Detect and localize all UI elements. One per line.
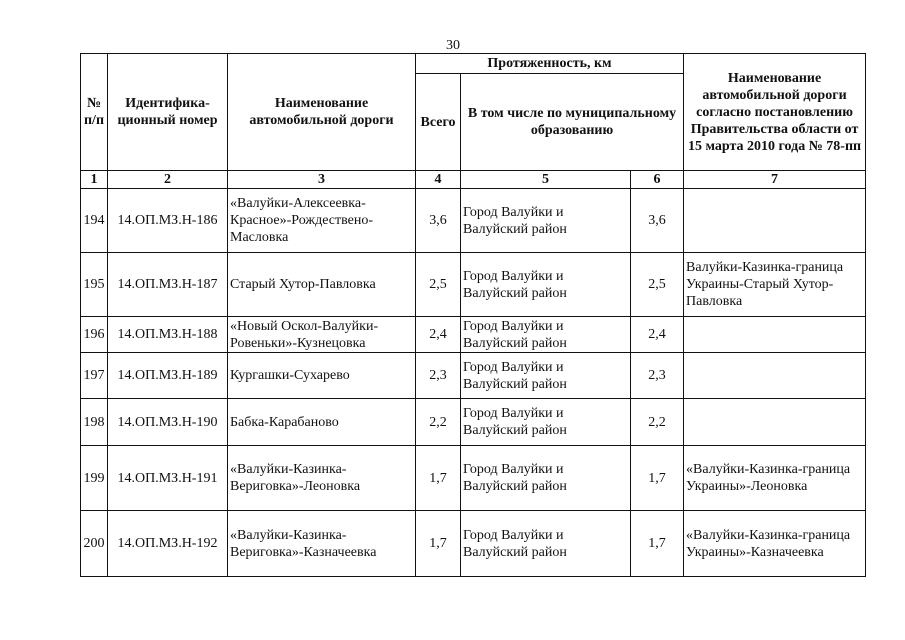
table-row [81,189,866,253]
road-name: Старый Хутор-Павловка [228,253,416,317]
decree-name: «Валуйки-Казинка-граница Украины»-Леоновка [684,446,866,511]
total-length: 1,7 [416,446,461,511]
column-number: 4 [416,171,461,189]
roads-table [80,53,866,577]
column-number: 2 [108,171,228,189]
road-name: «Валуйки-Казинка-Вериговка»-Леоновка [228,446,416,511]
municipal-length: 1,7 [631,446,684,511]
table-row [81,511,866,577]
header-num: № п/п [81,54,108,171]
row-number: 199 [81,446,108,511]
row-number: 198 [81,399,108,446]
column-number: 3 [228,171,416,189]
decree-name: «Валуйки-Казинка-граница Украины»-Казначеевка [684,511,866,577]
decree-name [684,189,866,253]
road-id: 14.ОП.МЗ.Н-191 [108,446,228,511]
row-number: 194 [81,189,108,253]
municipal-length: 2,3 [631,353,684,399]
column-numbers-row [81,171,866,189]
municipality: Город Валуйки и Валуйский район [461,511,631,577]
road-name: «Валуйки-Алексеевка-Красное»-Рождествено-Масловка [228,189,416,253]
column-number: 1 [81,171,108,189]
road-id: 14.ОП.МЗ.Н-187 [108,253,228,317]
municipality: Город Валуйки и Валуйский район [461,446,631,511]
table-row [81,253,866,317]
decree-name [684,399,866,446]
road-name: «Валуйки-Казинка-Вериговка»-Казначеевка [228,511,416,577]
total-length: 2,3 [416,353,461,399]
header-id: Идентифика-ционный номер [108,54,228,171]
road-id: 14.ОП.МЗ.Н-189 [108,353,228,399]
total-length: 2,5 [416,253,461,317]
header-municipal: В том числе по муниципальному образованию [461,74,684,171]
header-name: Наименование автомобильной дороги [228,54,416,171]
total-length: 1,7 [416,511,461,577]
municipal-length: 2,2 [631,399,684,446]
total-length: 2,2 [416,399,461,446]
column-number: 7 [684,171,866,189]
road-id: 14.ОП.МЗ.Н-186 [108,189,228,253]
row-number: 197 [81,353,108,399]
total-length: 3,6 [416,189,461,253]
municipality: Город Валуйки и Валуйский район [461,189,631,253]
column-number: 5 [461,171,631,189]
municipality: Город Валуйки и Валуйский район [461,353,631,399]
municipal-length: 3,6 [631,189,684,253]
row-number: 200 [81,511,108,577]
column-number: 6 [631,171,684,189]
municipality: Город Валуйки и Валуйский район [461,253,631,317]
municipality: Город Валуйки и Валуйский район [461,399,631,446]
municipal-length: 2,5 [631,253,684,317]
municipal-length: 2,4 [631,317,684,353]
header-decree: Наименование автомобильной дороги согласно постановлению Правительства области от 15 марта 2010 года № 78-пп [684,54,866,171]
header-length: Протяженность, км [416,54,684,74]
table-row [81,446,866,511]
total-length: 2,4 [416,317,461,353]
table-row [81,353,866,399]
municipality: Город Валуйки и Валуйский район [461,317,631,353]
table-row [81,317,866,353]
decree-name [684,353,866,399]
road-name: Кургашки-Сухарево [228,353,416,399]
header-total: Всего [416,74,461,171]
road-id: 14.ОП.МЗ.Н-192 [108,511,228,577]
road-id: 14.ОП.МЗ.Н-188 [108,317,228,353]
decree-name: Валуйки-Казинка-граница Украины-Старый Хутор-Павловка [684,253,866,317]
table-row [81,399,866,446]
road-id: 14.ОП.МЗ.Н-190 [108,399,228,446]
row-number: 195 [81,253,108,317]
municipal-length: 1,7 [631,511,684,577]
decree-name [684,317,866,353]
road-name: Бабка-Карабаново [228,399,416,446]
row-number: 196 [81,317,108,353]
page-number: 30 [446,38,460,53]
road-name: «Новый Оскол-Валуйки-Ровеньки»-Кузнецовка [228,317,416,353]
